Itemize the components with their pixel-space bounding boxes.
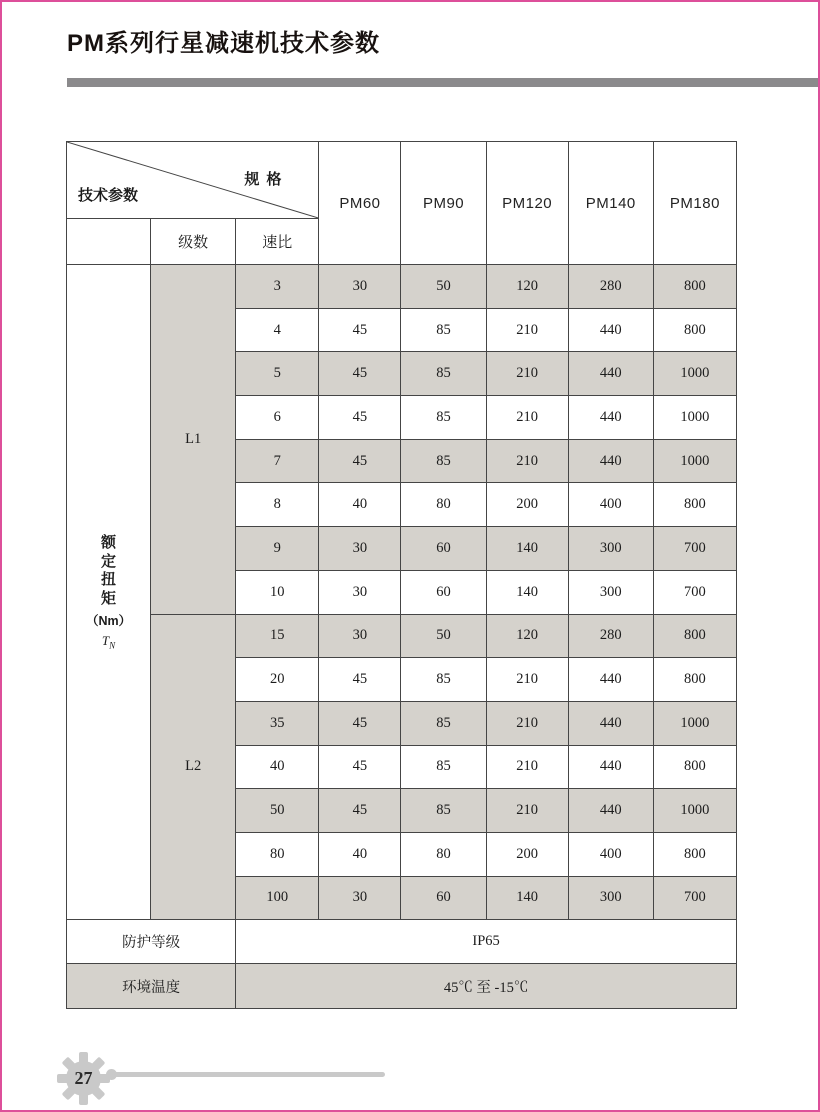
torque-value-cell: 800 [653,614,736,658]
torque-value-cell: 1000 [653,701,736,745]
torque-value-cell: 440 [568,396,653,440]
footer-row [67,964,737,1009]
footer-row-value: 45℃ 至 -15℃ [236,964,737,1009]
column-header-pm90: PM90 [401,142,486,265]
ratio-cell: 80 [236,832,319,876]
torque-value-cell: 700 [653,876,736,920]
torque-value-cell: 60 [401,570,486,614]
ratio-cell: 15 [236,614,319,658]
torque-value-cell: 50 [401,265,486,309]
torque-value-cell: 30 [319,614,401,658]
torque-value-cell: 440 [568,745,653,789]
torque-value-cell: 85 [401,701,486,745]
footer-row [67,920,737,964]
footer-row-value: IP65 [236,920,737,964]
torque-value-cell: 85 [401,396,486,440]
torque-value-cell: 60 [401,527,486,571]
torque-value-cell: 280 [568,614,653,658]
torque-value-cell: 45 [319,308,401,352]
torque-value-cell: 140 [486,527,568,571]
ratio-cell: 20 [236,658,319,702]
torque-value-cell: 210 [486,701,568,745]
torque-value-cell: 210 [486,745,568,789]
torque-value-cell: 40 [319,483,401,527]
torque-value-cell: 1000 [653,439,736,483]
torque-value-cell: 400 [568,483,653,527]
torque-value-cell: 85 [401,439,486,483]
ratio-cell: 6 [236,396,319,440]
torque-value-cell: 120 [486,614,568,658]
ratio-cell: 8 [236,483,319,527]
page-number: 27 [74,1068,93,1088]
header-row-1 [67,142,737,219]
spec-table-body [67,265,737,1009]
ratio-cell: 5 [236,352,319,396]
torque-value-cell: 85 [401,352,486,396]
torque-value-cell: 300 [568,527,653,571]
torque-value-cell: 280 [568,265,653,309]
stage-cell: L1 [151,265,236,615]
column-header-pm60: PM60 [319,142,401,265]
torque-value-cell: 40 [319,832,401,876]
torque-value-cell: 1000 [653,396,736,440]
stage-header: 级数 [151,219,236,265]
torque-value-cell: 30 [319,570,401,614]
torque-value-cell: 400 [568,832,653,876]
ratio-header: 速比 [236,219,319,265]
torque-value-cell: 440 [568,789,653,833]
ratio-cell: 4 [236,308,319,352]
torque-value-cell: 210 [486,396,568,440]
torque-value-cell: 45 [319,352,401,396]
torque-symbol: $T_N$ [101,632,116,651]
torque-symbol-sub: N [109,640,116,651]
torque-value-cell: 1000 [653,789,736,833]
torque-value-cell: 140 [486,570,568,614]
torque-value-cell: 50 [401,614,486,658]
torque-value-cell: 440 [568,308,653,352]
torque-value-cell: 200 [486,483,568,527]
spec-corner-label: 规格 [244,171,289,188]
torque-value-cell: 30 [319,265,401,309]
blank-header-cell [67,219,151,265]
torque-label: 额定扭矩 [101,533,117,608]
page-number-gear-badge [57,1052,110,1105]
torque-unit: （Nm） [85,613,132,628]
torque-value-cell: 140 [486,876,568,920]
torque-value-cell: 85 [401,658,486,702]
ratio-cell: 3 [236,265,319,309]
torque-value-cell: 440 [568,658,653,702]
torque-value-cell: 300 [568,570,653,614]
torque-value-cell: 85 [401,308,486,352]
torque-value-cell: 800 [653,658,736,702]
torque-value-cell: 45 [319,745,401,789]
torque-value-cell: 120 [486,265,568,309]
torque-value-cell: 30 [319,876,401,920]
page-title: PM系列行星减速机技术参数 [67,30,380,57]
torque-value-cell: 800 [653,745,736,789]
torque-value-cell: 80 [401,483,486,527]
ratio-cell: 7 [236,439,319,483]
torque-value-cell: 30 [319,527,401,571]
spec-row [67,614,737,658]
torque-value-cell: 700 [653,527,736,571]
torque-value-cell: 700 [653,570,736,614]
ratio-cell: 50 [236,789,319,833]
torque-value-cell: 800 [653,308,736,352]
torque-value-cell: 45 [319,701,401,745]
ratio-cell: 10 [236,570,319,614]
stage-cell: L2 [151,614,236,920]
ratio-cell: 35 [236,701,319,745]
torque-value-cell: 800 [653,832,736,876]
column-header-pm140: PM140 [568,142,653,265]
torque-value-cell: 200 [486,832,568,876]
title-underline-bar [67,78,818,87]
torque-value-cell: 440 [568,352,653,396]
torque-value-cell: 440 [568,701,653,745]
torque-value-cell: 80 [401,832,486,876]
torque-value-cell: 210 [486,308,568,352]
torque-value-cell: 85 [401,745,486,789]
torque-value-cell: 440 [568,439,653,483]
torque-value-cell: 210 [486,789,568,833]
ratio-cell: 40 [236,745,319,789]
ratio-cell: 100 [236,876,319,920]
column-header-pm180: PM180 [653,142,736,265]
spec-table [66,141,737,1009]
footer-row-label: 防护等级 [67,920,236,964]
torque-value-cell: 800 [653,265,736,309]
param-corner-label: 技术参数 [78,187,139,204]
ratio-cell: 9 [236,527,319,571]
footer-row-label: 环境温度 [67,964,236,1009]
torque-value-cell: 45 [319,396,401,440]
column-header-pm120: PM120 [486,142,568,265]
torque-value-cell: 45 [319,789,401,833]
torque-value-cell: 210 [486,352,568,396]
torque-value-cell: 300 [568,876,653,920]
diagonal-header-cell [67,142,319,219]
torque-value-cell: 45 [319,658,401,702]
footer-decor-line [114,1072,385,1077]
torque-value-cell: 210 [486,439,568,483]
torque-value-cell: 1000 [653,352,736,396]
torque-value-cell: 60 [401,876,486,920]
torque-value-cell: 85 [401,789,486,833]
torque-value-cell: 210 [486,658,568,702]
torque-value-cell: 45 [319,439,401,483]
torque-label-cell [67,265,151,920]
spec-row [67,265,737,309]
torque-value-cell: 800 [653,483,736,527]
